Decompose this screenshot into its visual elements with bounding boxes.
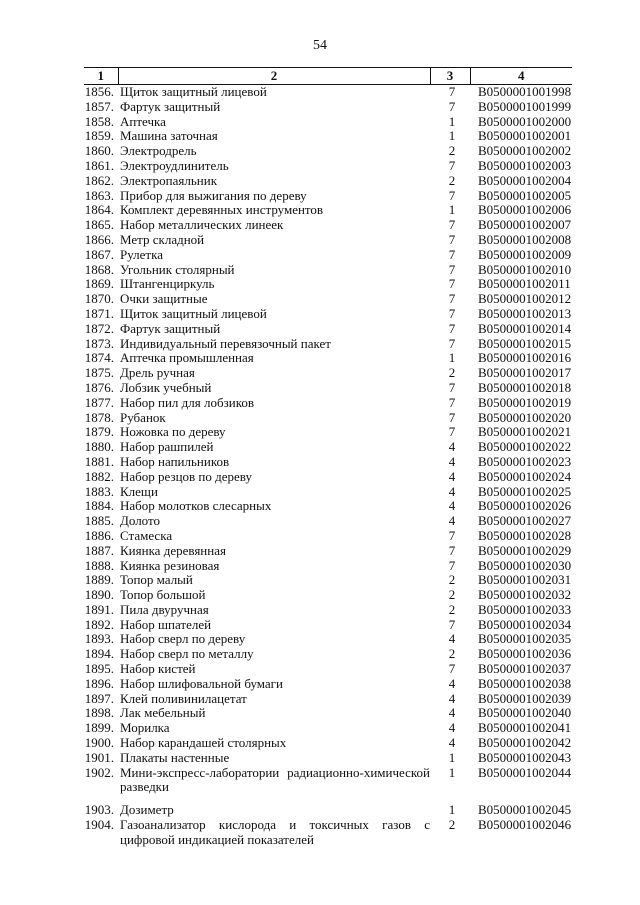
item-code: B0500001002005 <box>478 187 572 203</box>
item-code: B0500001002025 <box>478 483 572 499</box>
item-name: Киянка резиновая <box>120 557 220 573</box>
item-name: Комплект деревянных инструментов <box>120 202 324 218</box>
item-code: B0500001002004 <box>478 172 572 188</box>
item-quantity: 7 <box>448 527 456 543</box>
row-number: 1879. <box>84 424 114 440</box>
item-name: Машина заточная <box>120 128 218 144</box>
table-row <box>84 396 572 411</box>
item-name: Набор металлических линеек <box>120 217 284 233</box>
item-code: B0500001002021 <box>478 424 572 440</box>
item-name: Плакаты настенные <box>120 749 230 765</box>
table-row <box>84 514 572 529</box>
item-code: B0500001002014 <box>478 320 572 336</box>
item-name: Набор карандашей столярных <box>120 735 287 751</box>
item-code: B0500001002026 <box>478 498 572 514</box>
table-row <box>84 455 572 470</box>
table-row <box>84 632 572 647</box>
row-number: 1865. <box>84 217 114 233</box>
row-number: 1887. <box>84 542 114 558</box>
item-quantity: 7 <box>448 157 456 173</box>
item-quantity: 7 <box>448 616 456 632</box>
table-row <box>84 115 572 130</box>
table-row <box>84 818 572 848</box>
table-row <box>84 263 572 278</box>
table-row <box>84 662 572 677</box>
item-quantity: 2 <box>448 601 456 617</box>
item-quantity: 7 <box>448 261 456 277</box>
item-name: Метр складной <box>120 231 205 247</box>
row-number: 1901. <box>84 749 114 765</box>
item-name: Набор резцов по дереву <box>120 468 252 484</box>
item-code: B0500001002041 <box>478 720 572 736</box>
item-name: Угольник столярный <box>120 261 235 277</box>
item-name: Пила двуручная <box>120 601 209 617</box>
item-code: B0500001002037 <box>478 661 572 677</box>
row-number: 1875. <box>84 365 114 381</box>
row-number: 1869. <box>84 276 114 292</box>
item-quantity: 1 <box>448 802 456 818</box>
table-row <box>84 803 572 818</box>
table-row <box>84 411 572 426</box>
row-number: 1891. <box>84 601 114 617</box>
item-quantity: 7 <box>448 98 456 114</box>
item-code: B0500001002036 <box>478 646 572 662</box>
table-row <box>84 248 572 263</box>
row-number: 1893. <box>84 631 114 647</box>
table-row <box>84 351 572 366</box>
item-name: Щиток защитный лицевой <box>120 84 267 99</box>
table-row <box>84 144 572 159</box>
row-number: 1902. <box>84 764 114 780</box>
item-quantity: 4 <box>448 468 456 484</box>
row-number: 1859. <box>84 128 114 144</box>
item-name: Щиток защитный лицевой <box>120 305 267 321</box>
item-quantity: 7 <box>448 394 456 410</box>
item-name: Прибор для выжигания по дереву <box>120 187 307 203</box>
table-row <box>84 692 572 707</box>
equipment-table <box>84 67 572 848</box>
item-code: B0500001002006 <box>478 202 572 218</box>
item-name: Набор шпателей <box>120 616 212 632</box>
item-quantity: 7 <box>448 187 456 203</box>
item-name: Набор сверл по металлу <box>120 646 254 662</box>
table-row <box>84 647 572 662</box>
item-code: B0500001002023 <box>478 453 572 469</box>
item-quantity: 1 <box>448 764 456 780</box>
item-quantity: 4 <box>448 705 456 721</box>
row-number: 1873. <box>84 335 114 351</box>
page-number: 54 <box>313 38 327 53</box>
row-number: 1861. <box>84 157 114 173</box>
item-name: Стамеска <box>120 527 173 543</box>
item-quantity: 7 <box>448 276 456 292</box>
table-row <box>84 485 572 500</box>
item-name: Топор большой <box>120 587 206 603</box>
row-number: 1904. <box>84 817 114 833</box>
item-name: Клей поливинилацетат <box>120 690 247 706</box>
item-quantity: 2 <box>448 172 456 188</box>
item-name: Рубанок <box>120 409 166 425</box>
item-code: B0500001002003 <box>478 157 572 173</box>
row-number: 1874. <box>84 350 114 366</box>
row-number: 1876. <box>84 379 114 395</box>
row-number: 1877. <box>84 394 114 410</box>
row-number: 1881. <box>84 453 114 469</box>
item-code: B0500001002012 <box>478 291 572 307</box>
item-name: Лак мебельный <box>120 705 206 721</box>
row-number: 1868. <box>84 261 114 277</box>
table-row <box>84 366 572 381</box>
row-number: 1888. <box>84 557 114 573</box>
item-code: B0500001002030 <box>478 557 572 573</box>
item-code: B0500001002032 <box>478 587 572 603</box>
item-code: B0500001002044 <box>478 764 572 780</box>
item-name: Фартук защитный <box>120 320 221 336</box>
item-name: Клещи <box>120 483 158 499</box>
item-name: Долото <box>120 513 161 529</box>
item-name: Штангенциркуль <box>120 276 215 292</box>
table-row <box>84 618 572 633</box>
table-row <box>84 100 572 115</box>
row-number: 1899. <box>84 720 114 736</box>
item-code: B0500001002009 <box>478 246 572 262</box>
item-quantity: 7 <box>448 320 456 336</box>
table-row <box>84 425 572 440</box>
item-quantity: 7 <box>448 409 456 425</box>
table-row <box>84 470 572 485</box>
item-name: Рулетка <box>120 246 163 262</box>
row-number: 1862. <box>84 172 114 188</box>
table-row <box>84 322 572 337</box>
item-code: B0500001002001 <box>478 128 572 144</box>
row-number: 1894. <box>84 646 114 662</box>
item-name: Мини-экспресс-лаборатории радиационно-химической разведки <box>120 764 430 795</box>
item-code: B0500001002038 <box>478 675 572 691</box>
item-name: Дозиметр <box>120 802 174 818</box>
item-quantity: 7 <box>448 379 456 395</box>
table-row <box>84 677 572 692</box>
item-quantity: 4 <box>448 675 456 691</box>
row-number: 1878. <box>84 409 114 425</box>
item-quantity: 7 <box>448 542 456 558</box>
row-number: 1897. <box>84 690 114 706</box>
table-row <box>84 766 572 796</box>
item-code: B0500001002042 <box>478 735 572 751</box>
row-number: 1889. <box>84 572 114 588</box>
item-name: Ножовка по дереву <box>120 424 226 440</box>
table-row <box>84 440 572 455</box>
item-quantity: 1 <box>448 113 456 129</box>
table-row <box>84 544 572 559</box>
row-number: 1885. <box>84 513 114 529</box>
item-quantity: 7 <box>448 335 456 351</box>
row-number: 1858. <box>84 113 114 129</box>
item-name: Набор сверл по дереву <box>120 631 246 647</box>
item-name: Набор напильников <box>120 453 230 469</box>
row-number: 1900. <box>84 735 114 751</box>
column-header-3: 3 <box>430 68 470 85</box>
item-name: Газоанализатор кислорода и токсичных газов с цифровой индикацией показателей <box>120 817 430 847</box>
table-row <box>84 573 572 588</box>
item-code: B0500001002034 <box>478 616 572 632</box>
item-quantity: 7 <box>448 557 456 573</box>
item-quantity: 2 <box>448 143 456 159</box>
item-quantity: 7 <box>448 305 456 321</box>
table-row <box>84 559 572 574</box>
item-quantity: 2 <box>448 817 456 833</box>
row-number: 1857. <box>84 98 114 114</box>
item-name: Фартук защитный <box>120 98 221 114</box>
item-quantity: 4 <box>448 483 456 499</box>
item-code: B0500001002020 <box>478 409 572 425</box>
item-quantity: 4 <box>448 631 456 647</box>
row-number: 1884. <box>84 498 114 514</box>
item-name: Электропаяльник <box>120 172 218 188</box>
item-code: B0500001002010 <box>478 261 572 277</box>
row-number: 1892. <box>84 616 114 632</box>
table-row <box>84 292 572 307</box>
item-name: Очки защитные <box>120 291 208 307</box>
item-quantity: 7 <box>448 217 456 233</box>
item-code: B0500001002029 <box>478 542 572 558</box>
item-quantity: 4 <box>448 453 456 469</box>
item-quantity: 1 <box>448 202 456 218</box>
table-row <box>84 277 572 292</box>
item-code: B0500001002046 <box>478 817 572 833</box>
item-name: Электроудлинитель <box>120 157 229 173</box>
item-name: Дрель ручная <box>120 365 195 381</box>
item-quantity: 2 <box>448 646 456 662</box>
item-code: B0500001002007 <box>478 217 572 233</box>
table-row <box>84 588 572 603</box>
item-code: B0500001001999 <box>478 98 572 114</box>
item-code: B0500001002033 <box>478 601 572 617</box>
table-row <box>84 233 572 248</box>
row-number: 1871. <box>84 305 114 321</box>
item-code: B0500001002035 <box>478 631 572 647</box>
table-row <box>84 529 572 544</box>
item-quantity: 4 <box>448 735 456 751</box>
row-number: 1867. <box>84 246 114 262</box>
item-quantity: 7 <box>448 246 456 262</box>
row-number: 1866. <box>84 231 114 247</box>
table-row <box>84 721 572 736</box>
item-name: Топор малый <box>120 572 193 588</box>
item-quantity: 4 <box>448 720 456 736</box>
item-quantity: 7 <box>448 291 456 307</box>
item-code: B0500001002043 <box>478 749 572 765</box>
item-quantity: 4 <box>448 439 456 455</box>
row-number: 1856. <box>84 84 114 99</box>
item-code: B0500001002022 <box>478 439 572 455</box>
item-code: B0500001002040 <box>478 705 572 721</box>
table-row <box>84 337 572 352</box>
item-quantity: 7 <box>448 231 456 247</box>
item-code: B0500001002024 <box>478 468 572 484</box>
item-name: Электродрель <box>120 143 197 159</box>
row-number: 1863. <box>84 187 114 203</box>
item-quantity: 1 <box>448 350 456 366</box>
table-row <box>84 603 572 618</box>
item-code: B0500001002018 <box>478 379 572 395</box>
table-row <box>84 499 572 514</box>
item-code: B0500001002019 <box>478 394 572 410</box>
item-name: Морилка <box>120 720 170 736</box>
item-code: B0500001002039 <box>478 690 572 706</box>
table-row <box>84 189 572 204</box>
item-code: B0500001002000 <box>478 113 572 129</box>
item-name: Набор пил для лобзиков <box>120 394 254 410</box>
table-header-row <box>84 68 572 85</box>
item-code: B0500001002002 <box>478 143 572 159</box>
item-code: B0500001002016 <box>478 350 572 366</box>
item-name: Набор шлифовальной бумаги <box>120 675 283 691</box>
item-quantity: 2 <box>448 587 456 603</box>
row-number: 1882. <box>84 468 114 484</box>
table-row <box>84 736 572 751</box>
column-header-4: 4 <box>470 68 572 85</box>
item-quantity: 1 <box>448 749 456 765</box>
item-quantity: 4 <box>448 690 456 706</box>
table-row <box>84 159 572 174</box>
row-number: 1896. <box>84 675 114 691</box>
table-row <box>84 381 572 396</box>
row-number: 1895. <box>84 661 114 677</box>
item-code: B0500001002031 <box>478 572 572 588</box>
item-quantity: 7 <box>448 661 456 677</box>
item-code: B0500001002017 <box>478 365 572 381</box>
item-name: Аптечка промышленная <box>120 350 254 366</box>
item-name: Набор молотков слесарных <box>120 498 272 514</box>
table-row <box>84 129 572 144</box>
item-name: Аптечка <box>120 113 166 129</box>
row-number: 1872. <box>84 320 114 336</box>
item-name: Набор рашпилей <box>120 439 214 455</box>
table-row <box>84 751 572 766</box>
item-name: Лобзик учебный <box>120 379 212 395</box>
row-number: 1860. <box>84 143 114 159</box>
item-code: B0500001002013 <box>478 305 572 321</box>
item-quantity: 4 <box>448 498 456 514</box>
item-code: B0500001001998 <box>478 84 572 99</box>
item-quantity: 7 <box>448 84 456 99</box>
item-quantity: 2 <box>448 365 456 381</box>
item-code: B0500001002045 <box>478 802 572 818</box>
row-number: 1903. <box>84 802 114 818</box>
item-quantity: 7 <box>448 424 456 440</box>
column-header-2: 2 <box>118 68 430 85</box>
item-quantity: 4 <box>448 513 456 529</box>
table-row <box>84 203 572 218</box>
table-row <box>84 174 572 189</box>
table-row <box>84 218 572 233</box>
item-code: B0500001002015 <box>478 335 572 351</box>
row-number: 1864. <box>84 202 114 218</box>
item-name: Индивидуальный перевязочный пакет <box>120 335 331 351</box>
row-number: 1886. <box>84 527 114 543</box>
item-name: Набор кистей <box>120 661 196 677</box>
item-name: Киянка деревянная <box>120 542 226 558</box>
row-number: 1870. <box>84 291 114 307</box>
table-row <box>84 307 572 322</box>
table-row <box>84 706 572 721</box>
row-number: 1890. <box>84 587 114 603</box>
item-code: B0500001002028 <box>478 527 572 543</box>
row-number: 1880. <box>84 439 114 455</box>
row-number: 1883. <box>84 483 114 499</box>
item-code: B0500001002011 <box>478 276 571 292</box>
table-body <box>84 85 572 848</box>
item-code: B0500001002008 <box>478 231 572 247</box>
row-number: 1898. <box>84 705 114 721</box>
item-quantity: 2 <box>448 572 456 588</box>
column-header-1: 1 <box>84 68 118 85</box>
table-row <box>84 85 572 100</box>
item-quantity: 1 <box>448 128 456 144</box>
item-code: B0500001002027 <box>478 513 572 529</box>
